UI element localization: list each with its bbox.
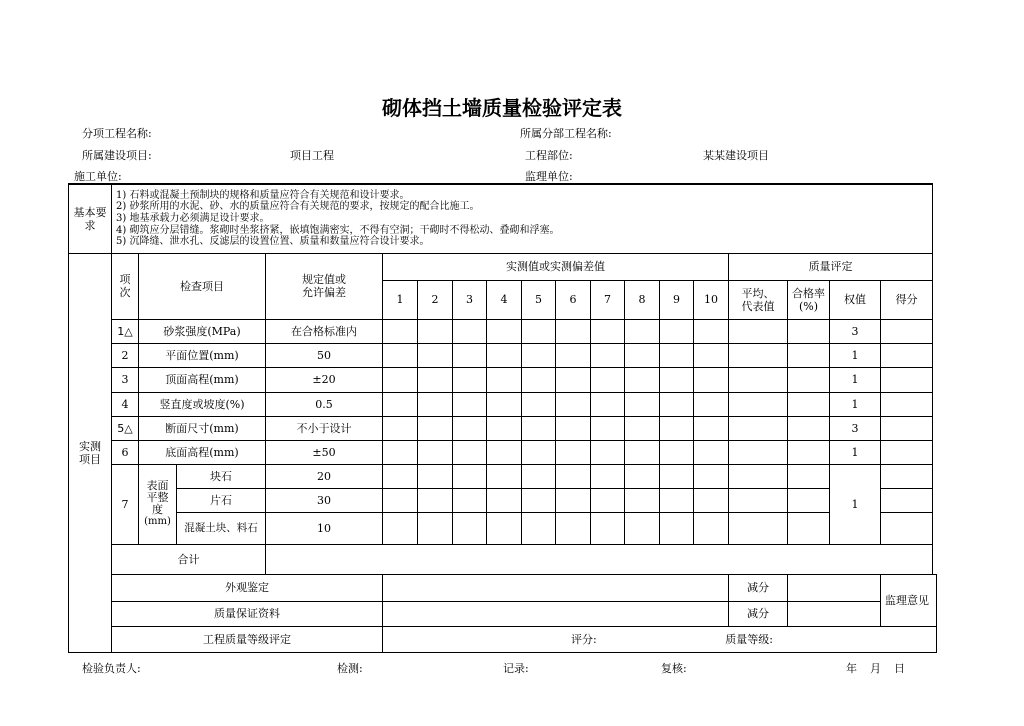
section-measured-items: 实测项目 — [69, 253, 112, 652]
avg-cell[interactable] — [729, 440, 788, 464]
measure-cell[interactable] — [694, 464, 729, 488]
basic-requirements-label: 基本要求 — [69, 184, 112, 253]
check-item: 顶面高程(mm) — [139, 367, 266, 392]
score-cell[interactable] — [881, 343, 933, 367]
measure-cell[interactable] — [556, 488, 591, 512]
measure-cell[interactable] — [591, 343, 625, 367]
measure-col-7: 7 — [591, 280, 625, 319]
spec-value: 在合格标准内 — [266, 319, 383, 343]
item-no: 6 — [112, 440, 139, 464]
spec-value: 30 — [266, 488, 383, 512]
flatness-sub-item: 片石 — [177, 488, 266, 512]
measure-cell[interactable] — [694, 367, 729, 392]
col-header-weight: 权值 — [830, 280, 881, 319]
measure-cell[interactable] — [625, 416, 660, 440]
table-row — [69, 319, 937, 343]
check-item: 砂浆强度(MPa) — [139, 319, 266, 343]
total-label: 合计 — [112, 544, 266, 574]
col-header-pass-rate: 合格率 (%) — [788, 280, 830, 319]
measure-cell[interactable] — [694, 343, 729, 367]
measure-cell[interactable] — [556, 464, 591, 488]
table-row — [69, 343, 937, 367]
pass-rate-cell[interactable] — [788, 367, 830, 392]
docs-deduct-value[interactable] — [788, 601, 881, 626]
measure-cell[interactable] — [383, 440, 418, 464]
measure-cell[interactable] — [383, 488, 418, 512]
col-header-measured: 实测值或实测偏差值 — [383, 253, 729, 280]
measure-cell[interactable] — [591, 392, 625, 416]
measure-cell[interactable] — [660, 319, 694, 343]
flatness-label: 表面 平整 度 (mm) — [139, 464, 177, 544]
measure-cell[interactable] — [418, 343, 453, 367]
review-label: 复核: — [661, 662, 687, 675]
measure-cell[interactable] — [625, 343, 660, 367]
quality-grade-label: 质量等级: — [725, 632, 773, 646]
appearance-value[interactable] — [383, 574, 729, 601]
quality-docs-value[interactable] — [383, 601, 729, 626]
score-cell[interactable] — [881, 440, 933, 464]
measure-cell[interactable] — [660, 367, 694, 392]
quality-docs-label: 质量保证资料 — [112, 601, 383, 626]
measure-col-6: 6 — [556, 280, 591, 319]
measure-cell[interactable] — [453, 319, 487, 343]
table-row — [69, 416, 937, 440]
col-header-avg: 平均、 代表值 — [729, 280, 788, 319]
measure-cell[interactable] — [660, 343, 694, 367]
measure-cell[interactable] — [660, 512, 694, 544]
measure-cell[interactable] — [418, 392, 453, 416]
requirement-line: 5) 沉降缝、泄水孔、反滤层的设置位置、质量和数量应符合设计要求。 — [116, 236, 430, 248]
avg-cell[interactable] — [729, 319, 788, 343]
spec-value: 不小于设计 — [266, 416, 383, 440]
col-header-item-no: 项次 — [112, 253, 139, 319]
spec-value: ±20 — [266, 367, 383, 392]
measure-cell[interactable] — [383, 512, 418, 544]
requirement-line: 1) 石料或混凝土预制块的规格和质量应符合有关规范和设计要求。 — [116, 189, 410, 201]
col-header-score: 得分 — [881, 280, 933, 319]
inspector-label: 检验负责人: — [82, 662, 141, 675]
measure-cell[interactable] — [522, 512, 556, 544]
total-row — [69, 544, 937, 574]
year-label: 年 — [846, 662, 857, 675]
supervision-label: 监理意见 — [881, 574, 937, 626]
measure-cell[interactable] — [556, 392, 591, 416]
inspection-table — [68, 183, 937, 653]
parent-project-label: 所属分部工程名称: — [520, 127, 612, 140]
table-row — [69, 488, 937, 512]
measure-cell[interactable] — [487, 367, 522, 392]
appearance-label: 外观鉴定 — [112, 574, 383, 601]
measure-cell[interactable] — [591, 416, 625, 440]
measure-cell[interactable] — [660, 488, 694, 512]
measure-cell[interactable] — [487, 440, 522, 464]
score-cell[interactable] — [881, 367, 933, 392]
measure-cell[interactable] — [625, 319, 660, 343]
score-cell[interactable] — [881, 319, 933, 343]
avg-cell[interactable] — [729, 512, 788, 544]
table-row — [69, 512, 937, 544]
measure-cell[interactable] — [487, 512, 522, 544]
measure-cell[interactable] — [487, 343, 522, 367]
measure-cell[interactable] — [453, 392, 487, 416]
measure-cell[interactable] — [383, 367, 418, 392]
measure-cell[interactable] — [625, 488, 660, 512]
measure-col-4: 4 — [487, 280, 522, 319]
measure-cell[interactable] — [625, 367, 660, 392]
weight-value: 1 — [830, 440, 881, 464]
table-row — [69, 464, 937, 488]
avg-cell[interactable] — [729, 464, 788, 488]
measure-cell[interactable] — [522, 392, 556, 416]
col-header-check-item: 检查项目 — [139, 253, 266, 319]
requirement-line: 2) 砂浆所用的水泥、砂、水的质量应符合有关规范的要求，按规定的配合比施工。 — [116, 201, 480, 213]
measure-col-3: 3 — [453, 280, 487, 319]
measure-cell[interactable] — [660, 464, 694, 488]
construction-project-label: 所属建设项目: — [82, 149, 152, 162]
measure-col-2: 2 — [418, 280, 453, 319]
docs-deduct-label: 减分 — [729, 601, 788, 626]
measure-cell[interactable] — [660, 392, 694, 416]
measure-cell[interactable] — [487, 392, 522, 416]
measure-col-5: 5 — [522, 280, 556, 319]
avg-cell[interactable] — [729, 343, 788, 367]
check-item: 平面位置(mm) — [139, 343, 266, 367]
measure-cell[interactable] — [453, 416, 487, 440]
supervisor-label: 监理单位: — [525, 170, 573, 183]
measure-col-8: 8 — [625, 280, 660, 319]
measure-cell[interactable] — [625, 464, 660, 488]
avg-cell[interactable] — [729, 488, 788, 512]
measure-cell[interactable] — [591, 464, 625, 488]
measure-cell[interactable] — [453, 464, 487, 488]
measure-cell[interactable] — [522, 367, 556, 392]
pass-rate-cell[interactable] — [788, 488, 830, 512]
measure-cell[interactable] — [522, 416, 556, 440]
measure-cell[interactable] — [383, 392, 418, 416]
avg-cell[interactable] — [729, 367, 788, 392]
pass-rate-cell[interactable] — [788, 319, 830, 343]
flatness-sub-item: 混凝土块、料石 — [177, 512, 266, 544]
score-label: 评分: — [571, 632, 597, 646]
measure-cell[interactable] — [383, 343, 418, 367]
item-no: 5△ — [112, 416, 139, 440]
subproject-label: 分项工程名称: — [82, 127, 152, 140]
avg-cell[interactable] — [729, 392, 788, 416]
score-cell[interactable] — [881, 512, 933, 544]
item-no: 1△ — [112, 319, 139, 343]
score-cell[interactable] — [881, 416, 933, 440]
measure-cell[interactable] — [660, 440, 694, 464]
measure-cell[interactable] — [453, 512, 487, 544]
col-header-spec: 规定值或 允许偏差 — [266, 253, 383, 319]
item-no: 2 — [112, 343, 139, 367]
page-title: 砌体挡土墙质量检验评定表 — [382, 96, 622, 120]
test-label: 检测: — [337, 662, 363, 675]
measure-cell[interactable] — [418, 367, 453, 392]
measure-cell[interactable] — [418, 464, 453, 488]
pass-rate-cell[interactable] — [788, 464, 830, 488]
measure-cell[interactable] — [383, 319, 418, 343]
check-item: 底面高程(mm) — [139, 440, 266, 464]
measure-cell[interactable] — [418, 488, 453, 512]
weight-value: 1 — [830, 367, 881, 392]
measure-cell[interactable] — [694, 440, 729, 464]
measure-cell[interactable] — [625, 512, 660, 544]
construction-project-value: 项目工程 — [290, 149, 334, 162]
location-value: 某某建设项目 — [703, 149, 769, 162]
measure-col-1: 1 — [383, 280, 418, 319]
score-cell[interactable] — [881, 392, 933, 416]
measure-cell[interactable] — [522, 343, 556, 367]
item-no: 7 — [112, 464, 139, 544]
measure-cell[interactable] — [556, 319, 591, 343]
measure-cell[interactable] — [418, 416, 453, 440]
measure-cell[interactable] — [625, 440, 660, 464]
measure-cell[interactable] — [694, 512, 729, 544]
item-no: 4 — [112, 392, 139, 416]
table-row — [69, 440, 937, 464]
pass-rate-cell[interactable] — [788, 512, 830, 544]
spec-value: ±50 — [266, 440, 383, 464]
measure-cell[interactable] — [453, 343, 487, 367]
table-row — [69, 392, 937, 416]
measure-cell[interactable] — [418, 319, 453, 343]
col-header-quality: 质量评定 — [729, 253, 933, 280]
spec-value: 0.5 — [266, 392, 383, 416]
flatness-sub-item: 块石 — [177, 464, 266, 488]
appearance-deduct-label: 减分 — [729, 574, 788, 601]
measure-cell[interactable] — [660, 416, 694, 440]
contractor-label: 施工单位: — [74, 170, 122, 183]
measure-cell[interactable] — [694, 416, 729, 440]
measure-cell[interactable] — [556, 512, 591, 544]
measure-cell[interactable] — [383, 416, 418, 440]
day-label: 日 — [894, 662, 905, 675]
measure-cell[interactable] — [522, 440, 556, 464]
pass-rate-cell[interactable] — [788, 343, 830, 367]
score-cell[interactable] — [881, 488, 933, 512]
check-item: 断面尺寸(mm) — [139, 416, 266, 440]
measure-cell[interactable] — [453, 367, 487, 392]
grade-row — [383, 626, 937, 652]
record-label: 记录: — [503, 662, 529, 675]
measure-col-10: 10 — [694, 280, 729, 319]
measure-cell[interactable] — [556, 416, 591, 440]
weight-value: 3 — [830, 319, 881, 343]
measure-cell[interactable] — [556, 367, 591, 392]
measure-cell[interactable] — [487, 416, 522, 440]
measure-cell[interactable] — [694, 392, 729, 416]
measure-cell[interactable] — [487, 488, 522, 512]
measure-cell[interactable] — [522, 488, 556, 512]
month-label: 月 — [870, 662, 881, 675]
measure-cell[interactable] — [522, 464, 556, 488]
grade-label: 工程质量等级评定 — [112, 626, 383, 652]
measure-cell[interactable] — [625, 392, 660, 416]
measure-cell[interactable] — [694, 319, 729, 343]
weight-value: 1 — [830, 392, 881, 416]
measure-cell[interactable] — [453, 488, 487, 512]
measure-cell[interactable] — [418, 512, 453, 544]
spec-value: 20 — [266, 464, 383, 488]
basic-requirements-text — [112, 184, 933, 253]
measure-cell[interactable] — [453, 440, 487, 464]
measure-cell[interactable] — [591, 512, 625, 544]
requirement-line: 4) 砌筑应分层错缝。浆砌时坐浆挤紧，嵌填饱满密实，不得有空洞；干砌时不得松动、叠砌和浮塞。 — [116, 224, 560, 236]
avg-cell[interactable] — [729, 416, 788, 440]
requirement-line: 3) 地基承载力必须满足设计要求。 — [116, 212, 270, 224]
measure-cell[interactable] — [487, 464, 522, 488]
weight-value: 1 — [830, 343, 881, 367]
measure-cell[interactable] — [418, 440, 453, 464]
check-item: 竖直度或坡度(%) — [139, 392, 266, 416]
measure-cell[interactable] — [522, 319, 556, 343]
measure-cell[interactable] — [383, 464, 418, 488]
item-no: 3 — [112, 367, 139, 392]
weight-value: 1 — [830, 464, 881, 544]
measure-cell[interactable] — [694, 488, 729, 512]
pass-rate-cell[interactable] — [788, 416, 830, 440]
total-value-cell[interactable] — [266, 544, 933, 574]
appearance-deduct-value[interactable] — [788, 574, 881, 601]
weight-value: 3 — [830, 416, 881, 440]
measure-col-9: 9 — [660, 280, 694, 319]
location-label: 工程部位: — [525, 149, 573, 162]
spec-value: 50 — [266, 343, 383, 367]
measure-cell[interactable] — [556, 440, 591, 464]
measure-cell[interactable] — [591, 319, 625, 343]
measure-cell[interactable] — [487, 319, 522, 343]
pass-rate-cell[interactable] — [788, 440, 830, 464]
measure-cell[interactable] — [591, 488, 625, 512]
measure-cell[interactable] — [591, 440, 625, 464]
pass-rate-cell[interactable] — [788, 392, 830, 416]
table-row — [69, 367, 937, 392]
measure-cell[interactable] — [591, 367, 625, 392]
measure-cell[interactable] — [556, 343, 591, 367]
score-cell[interactable] — [881, 464, 933, 488]
spec-value: 10 — [266, 512, 383, 544]
